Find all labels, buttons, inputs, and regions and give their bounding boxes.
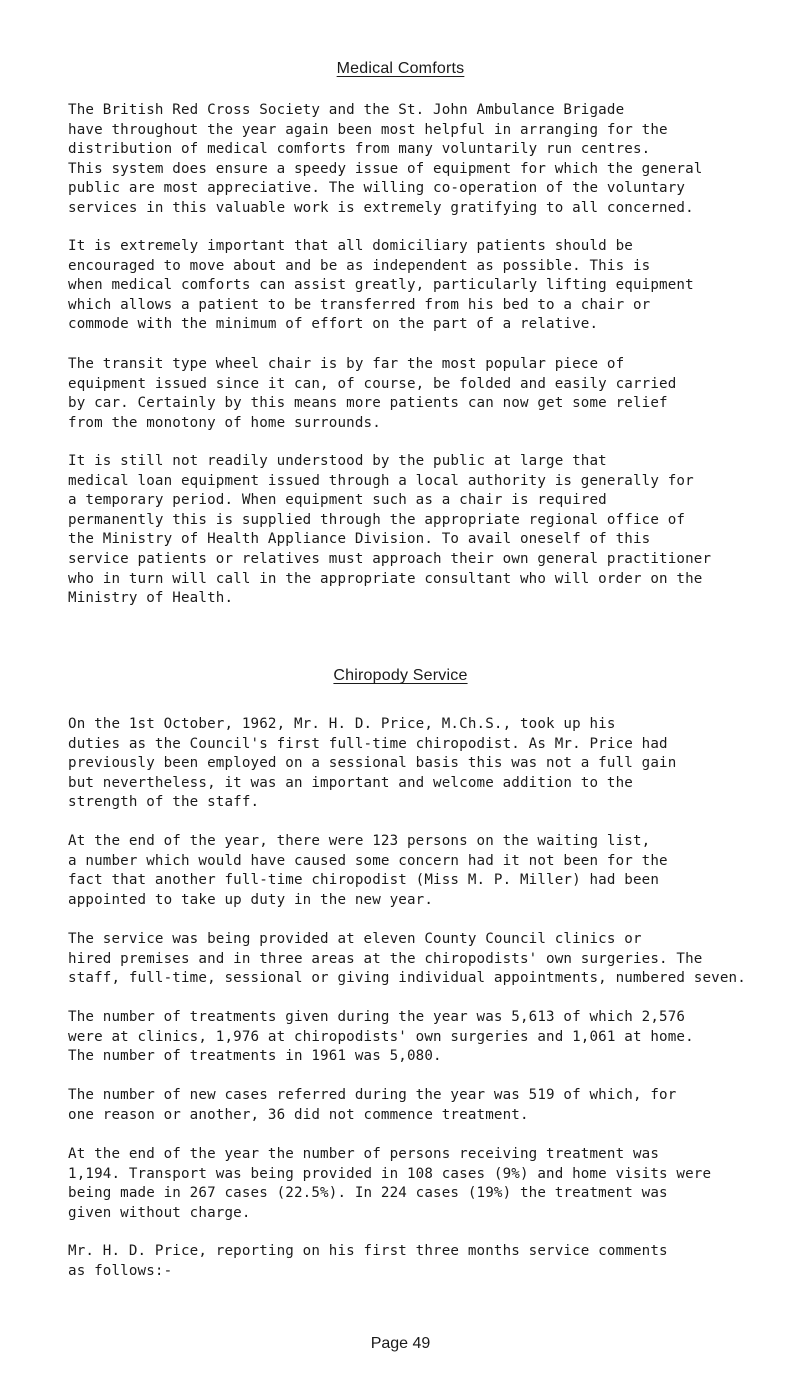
text-line: permanently this is supplied through the appropriate regional office of [68,511,686,528]
page-number: Page 49 [370,1335,431,1352]
text-line: At the end of the year the number of persons receiving treatment was [68,1146,660,1162]
text-line: service patients or relatives must approach their own general practitioner [68,550,712,567]
text-line: The British Red Cross Society and the St. John Ambulance Brigade [68,102,625,118]
text-line: fact that another full-time chiropodist (Miss M. P. Miller) had been [68,872,660,889]
text-line: The number of treatments in 1961 was 5,080. [68,1048,442,1065]
paragraph [68,930,798,989]
text-line: staff, full-time, sessional or giving individual appointments, numbered seven. [68,970,746,987]
section-heading-medical-comforts [0,60,801,78]
text-line: as follows:- [68,1262,173,1279]
text-line: Mr. H. D. Price, reporting on his first three months service comments [68,1243,668,1259]
text-line: when medical comforts can assist greatly, particularly lifting equipment [68,277,694,294]
heading-text: Medical Comforts [336,60,465,77]
text-line: At the end of the year, there were 123 persons on the waiting list, [68,833,651,849]
paragraph [68,1086,798,1125]
paragraph [68,237,798,335]
text-line: given without charge. [68,1204,251,1221]
text-line: medical loan equipment issued through a local authority is generally for [68,472,694,489]
text-line: 1,194. Transport was being provided in 108 cases (9%) and home visits were [68,1165,712,1182]
text-line: which allows a patient to be transferred from his bed to a chair or [68,296,651,313]
text-line: from the monotony of home surrounds. [68,414,381,431]
text-line: but nevertheless, it was an important and welcome addition to the [68,774,633,791]
text-line: hired premises and in three areas at the chiropodists' own surgeries. The [68,950,703,967]
text-line: duties as the Council's first full-time chiropodist. As Mr. Price had [68,735,668,752]
text-line: distribution of medical comforts from many voluntarily run centres. [68,141,651,158]
text-line: the Ministry of Health Appliance Division. To avail oneself of this [68,531,651,548]
text-line: public are most appreciative. The willing co-operation of the voluntary [68,180,686,197]
paragraph [68,832,798,910]
text-line: a number which would have caused some concern had it not been for the [68,852,668,869]
text-line: have throughout the year again been most helpful in arranging for the [68,121,668,138]
paragraph [68,452,798,609]
text-line: The transit type wheel chair is by far the most popular piece of [68,356,625,372]
text-line: commode with the minimum of effort on the part of a relative. [68,316,599,333]
text-line: were at clinics, 1,976 at chiropodists' own surgeries and 1,061 at home. [68,1028,694,1045]
text-line: who in turn will call in the appropriate consultant who will order on the [68,570,703,587]
text-line: The number of treatments given during the year was 5,613 of which 2,576 [68,1009,686,1025]
text-line: It is extremely important that all domiciliary patients should be [68,238,633,254]
text-line: being made in 267 cases (22.5%). In 224 cases (19%) the treatment was [68,1185,668,1202]
section-heading-chiropody-service [0,667,801,685]
paragraph [68,355,798,433]
text-line: Ministry of Health. [68,590,234,607]
paragraph [68,101,798,219]
paragraph [68,1145,798,1223]
text-line: one reason or another, 36 did not commence treatment. [68,1106,529,1123]
text-line: On the 1st October, 1962, Mr. H. D. Price, M.Ch.S., took up his [68,716,616,732]
text-line: The service was being provided at eleven County Council clinics or [68,931,642,947]
text-line: services in this valuable work is extremely gratifying to all concerned. [68,199,694,216]
text-line: It is still not readily understood by the public at large that [68,453,607,469]
text-line: equipment issued since it can, of course, be folded and easily carried [68,375,677,392]
text-line: This system does ensure a speedy issue of equipment for which the general [68,160,703,177]
text-line: by car. Certainly by this means more patients can now get some relief [68,395,668,412]
text-line: a temporary period. When equipment such as a chair is required [68,492,607,509]
text-line: appointed to take up duty in the new year. [68,891,434,908]
heading-text: Chiropody Service [333,667,468,684]
paragraph [68,715,798,813]
paragraph [68,1242,798,1281]
text-line: previously been employed on a sessional basis this was not a full gain [68,755,677,772]
paragraph [68,1008,798,1067]
text-line: The number of new cases referred during the year was 519 of which, for [68,1087,677,1103]
text-line: encouraged to move about and be as independent as possible. This is [68,257,651,274]
text-line: strength of the staff. [68,794,260,811]
